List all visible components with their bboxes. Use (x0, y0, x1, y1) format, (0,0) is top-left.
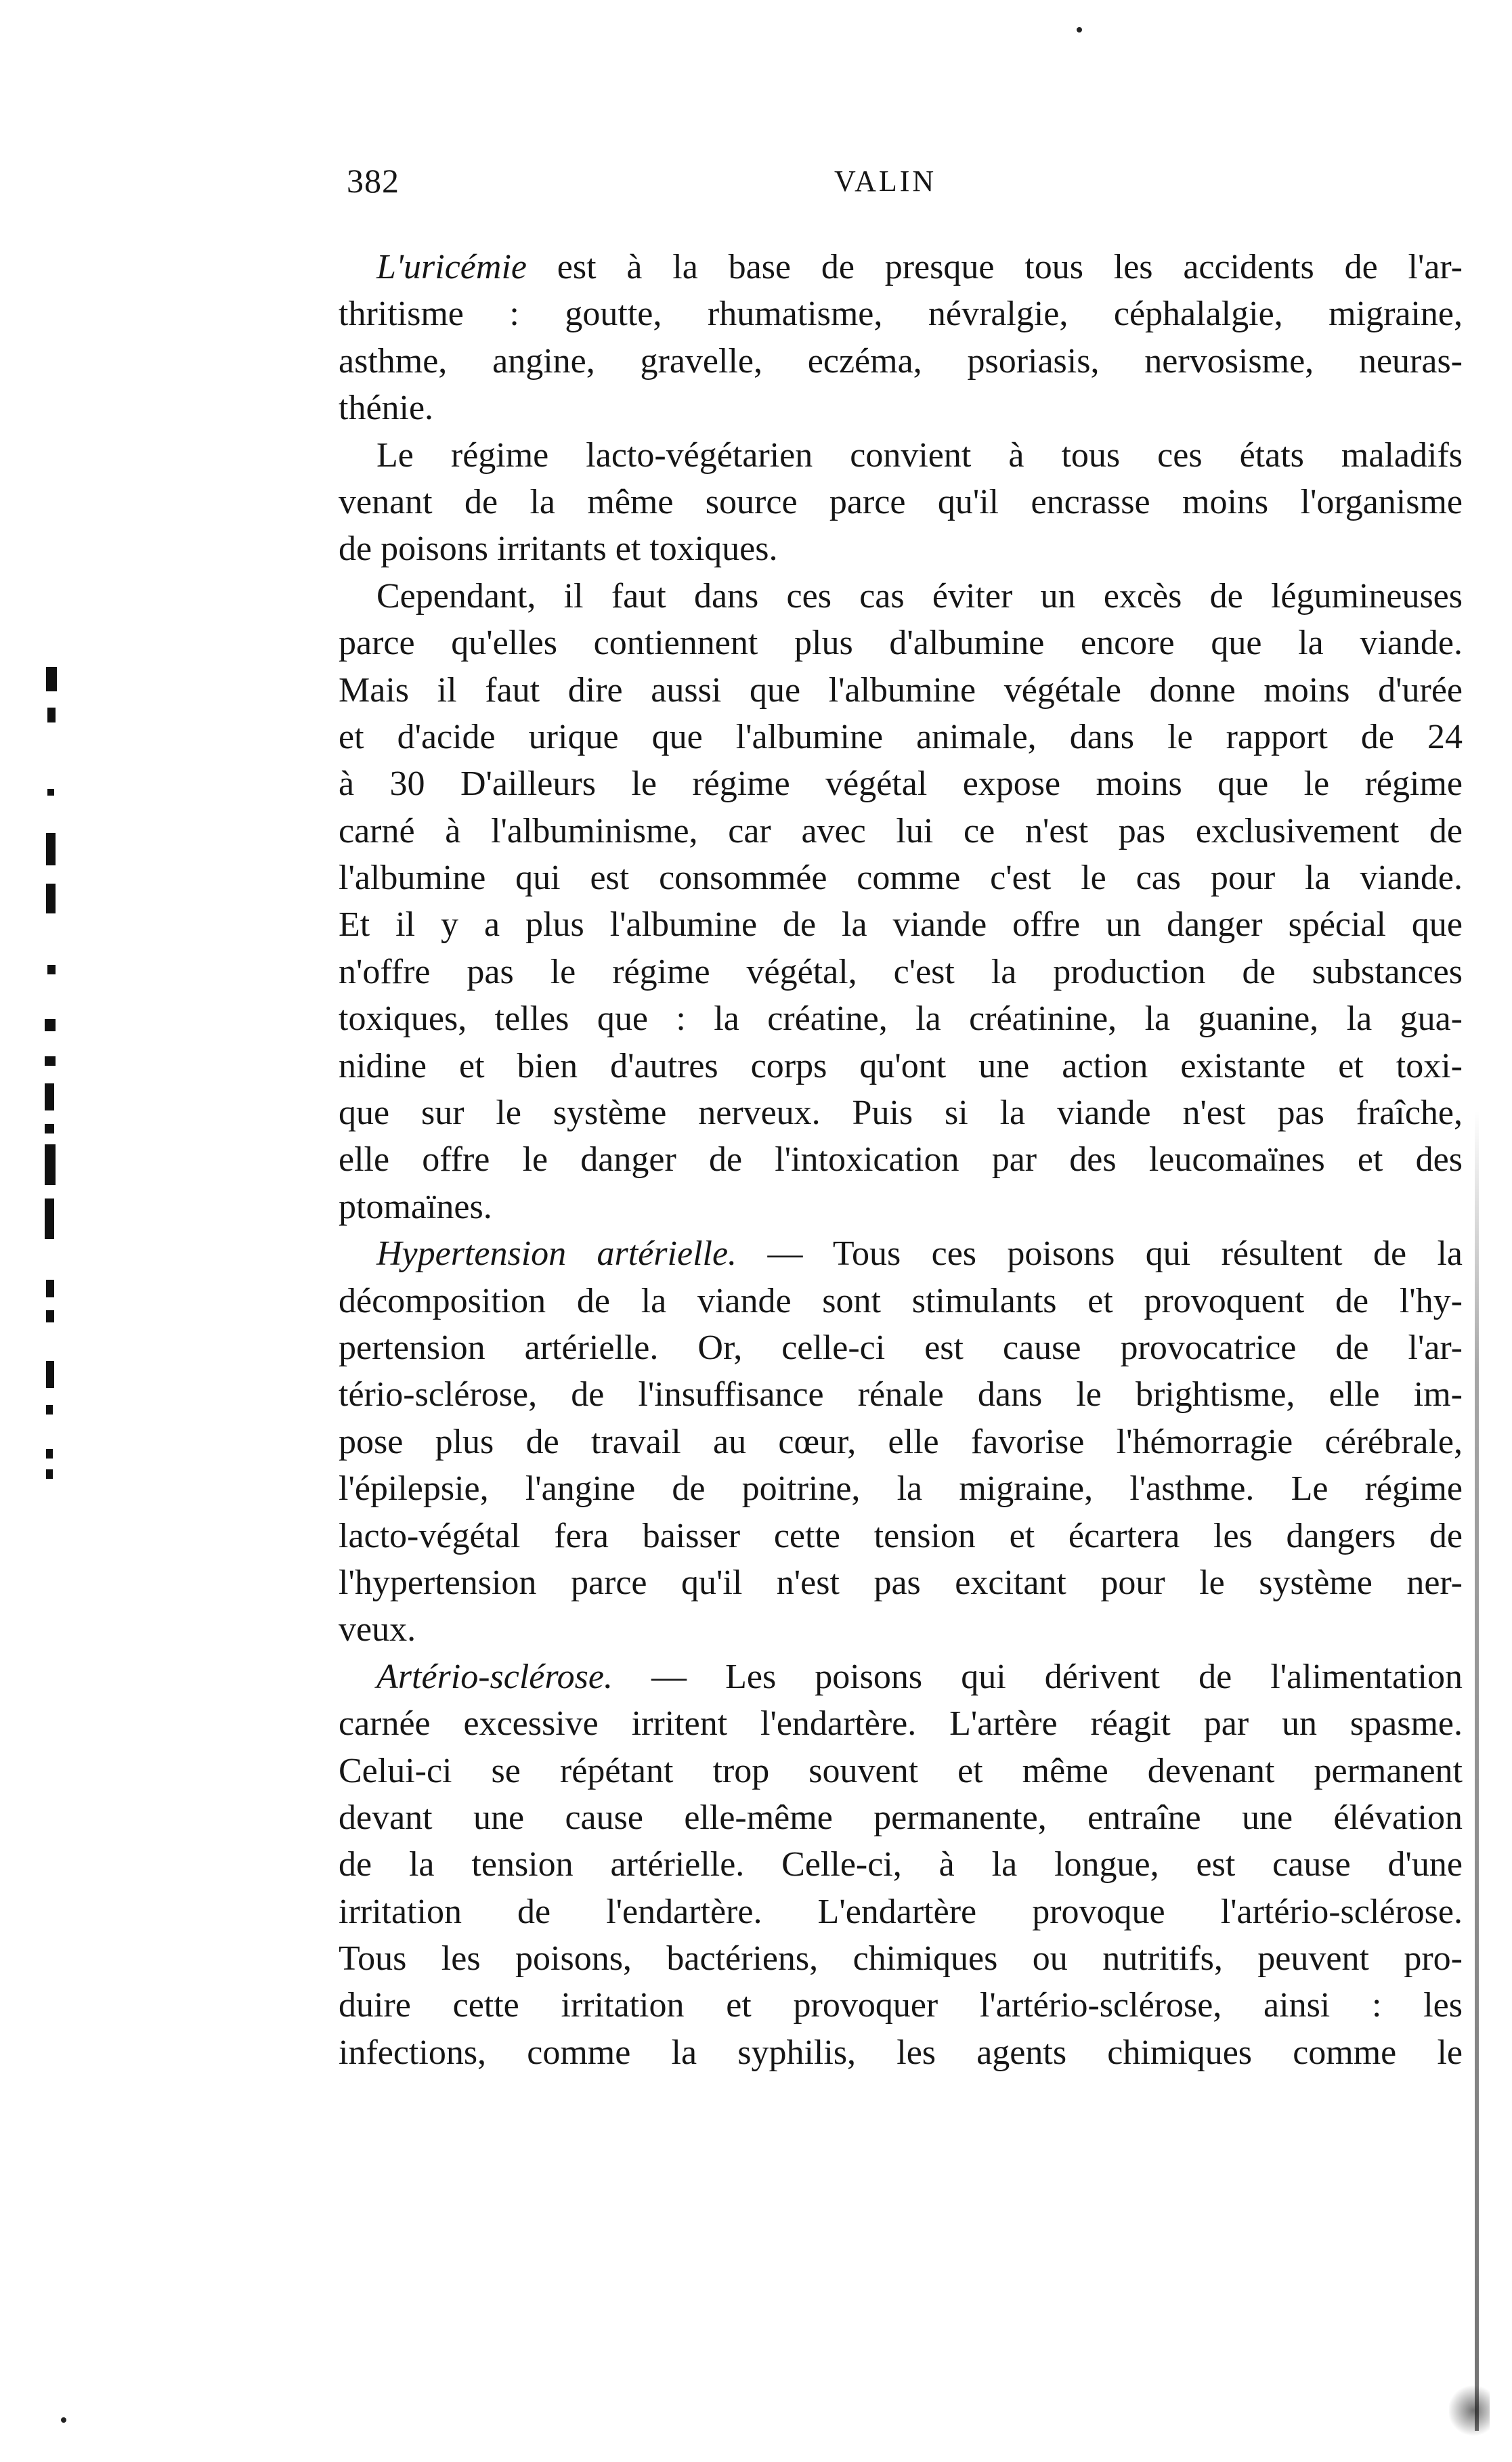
line-text: — Tous ces poisons qui résultent de la (737, 1234, 1463, 1274)
scan-mark (46, 1310, 54, 1322)
scan-mark (46, 667, 57, 691)
text-line: Et il y a plus l'albumine de la viande offre un danger spécial que (339, 905, 1463, 945)
scan-smudge (1449, 2383, 1490, 2438)
italic-heading: Hypertension artérielle. (376, 1234, 737, 1274)
text-line: Le régime lacto-végétarien convient à tous ces états maladifs (376, 435, 1463, 475)
scan-mark (45, 1124, 54, 1133)
paragraph-uricemie (339, 244, 1463, 432)
text-line (339, 1654, 1463, 1700)
text-line: veux. (339, 1610, 416, 1649)
text-line: irritation de l'endartère. L'endartère provoque l'artério-sclérose. (339, 1892, 1463, 1931)
scan-mark (47, 965, 56, 974)
scan-speck (1077, 27, 1082, 33)
text-line: Mais il faut dire aussi que l'albumine végétale donne moins d'urée (339, 670, 1463, 710)
text-line: elle offre le danger de l'intoxication par des leucomaïnes et des (339, 1140, 1463, 1180)
text-line: à 30 D'ailleurs le régime végétal expose moins que le régime (339, 764, 1463, 804)
text-line: thritisme : goutte, rhumatisme, névralgie, céphalalgie, migraine, (339, 295, 1463, 334)
text-line: que sur le système nerveux. Puis si la viande n'est pas fraîche, (339, 1094, 1463, 1133)
text-line: devant une cause elle-même permanente, entraîne une élévation (339, 1798, 1463, 1837)
scan-mark (46, 1449, 53, 1459)
text-line: carnée excessive irritent l'endartère. L'artère réagit par un spasme. (339, 1704, 1463, 1744)
text-line: asthme, angine, gravelle, eczéma, psoriasis, nervosisme, neuras- (339, 341, 1463, 381)
text-line: duire cette irritation et provoquer l'artério-sclérose, ainsi : les (339, 1986, 1463, 2025)
text-line: infections, comme la syphilis, les agents chimiques comme le (339, 2033, 1463, 2072)
scan-mark (46, 833, 56, 865)
body-text (339, 244, 1463, 2076)
paragraph-hypertension (339, 1230, 1463, 1654)
text-line: nidine et bien d'autres corps qu'ont une action existante et toxi- (339, 1046, 1463, 1085)
scan-mark (45, 1083, 54, 1110)
text-line: l'épilepsie, l'angine de poitrine, la migraine, l'asthme. Le régime (339, 1469, 1463, 1509)
paragraph-regime (339, 432, 1463, 573)
text-line: carné à l'albuminisme, car avec lui ce n'est pas exclusivement de (339, 811, 1463, 850)
scan-margin-artifacts (38, 640, 65, 1615)
scan-mark (46, 884, 56, 913)
scan-speck (61, 2417, 66, 2423)
text-line: thénie. (339, 389, 434, 428)
text-line: lacto-végétal fera baisser cette tension et écartera les dangers de (339, 1516, 1463, 1555)
scan-mark (45, 1056, 56, 1066)
text-line: venant de la même source parce qu'il encrasse moins l'organisme (339, 482, 1463, 521)
scan-mark (46, 1469, 53, 1479)
text-line: l'hypertension parce qu'il n'est pas excitant pour le système ner- (339, 1563, 1463, 1602)
text-line: pertension artérielle. Or, celle-ci est cause provocatrice de l'ar- (339, 1328, 1463, 1367)
italic-heading: L'uricémie (376, 248, 527, 286)
text-line: l'albumine qui est consommée comme c'est le cas pour la viande. (339, 859, 1463, 898)
scan-mark (45, 1198, 54, 1239)
page-header (347, 161, 1464, 209)
text-line (339, 1230, 1463, 1277)
line-text: est à la base de presque tous les accidents de l'ar- (526, 248, 1463, 286)
text-line: de poisons irritants et toxiques. (339, 530, 778, 569)
scan-mark (46, 1280, 54, 1297)
text-line: de la tension artérielle. Celle-ci, à la longue, est cause d'une (339, 1845, 1463, 1884)
italic-heading: Artério-sclérose. (376, 1657, 613, 1696)
paragraph-arterio-sclerose (339, 1654, 1463, 2077)
scan-mark (45, 1019, 56, 1031)
page-edge-shadow (1475, 1110, 1479, 2431)
text-line: parce qu'elles contiennent plus d'albumine encore que la viande. (339, 624, 1463, 663)
text-line: Tous les poisons, bactériens, chimiques ou nutritifs, peuvent pro- (339, 1939, 1463, 1979)
text-line: tério-sclérose, de l'insuffisance rénale dans le brightisme, elle im- (339, 1375, 1463, 1414)
text-line: décomposition de la viande sont stimulants et provoquent de l'hy- (339, 1281, 1463, 1320)
text-line: Celui-ci se répétant trop souvent et même devenant permanent (339, 1751, 1463, 1790)
text-line: pose plus de travail au cœur, elle favorise l'hémorragie cérébrale, (339, 1422, 1463, 1461)
text-line: et d'acide urique que l'albumine animale, dans le rapport de 24 (339, 717, 1463, 756)
running-head: VALIN (834, 165, 937, 198)
text-line (339, 244, 1463, 290)
paragraph-cependant (339, 573, 1463, 1230)
text-line: Cependant, il faut dans ces cas éviter un excès de légumineuses (376, 576, 1463, 616)
scan-mark (46, 1405, 53, 1414)
text-line: ptomaïnes. (339, 1187, 492, 1226)
page-number: 382 (347, 162, 399, 200)
text-line: toxiques, telles que : la créatine, la créatinine, la guanine, la gua- (339, 999, 1463, 1039)
scan-mark (47, 789, 54, 796)
text-line: n'offre pas le régime végétal, c'est la production de substances (339, 952, 1463, 991)
scan-mark (47, 708, 56, 722)
line-text: — Les poisons qui dérivent de l'alimentation (613, 1657, 1463, 1696)
scan-mark (45, 1144, 56, 1185)
scan-mark (46, 1361, 54, 1388)
